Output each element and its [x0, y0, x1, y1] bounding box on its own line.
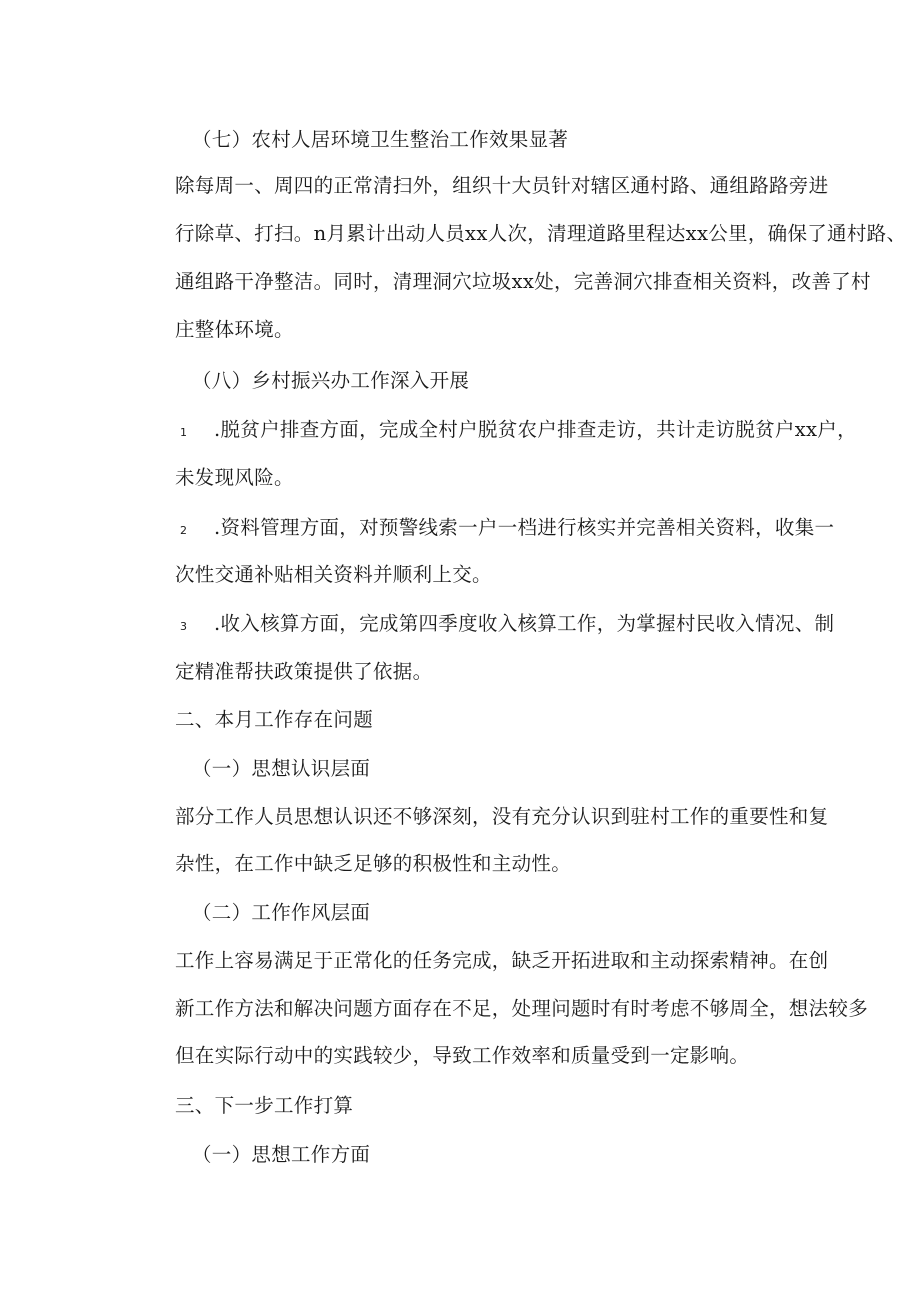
section-7-heading: （七）农村人居环境卫生整治工作效果显著: [192, 128, 569, 151]
list-number: 3: [180, 620, 188, 633]
part-2-sub-1-line-1: 部分工作人员思想认识还不够深刻，没有充分认识到驻村工作的重要性和复: [175, 805, 829, 828]
section-7-line-3: 通组路干净整洁。同时，清理洞穴垃圾xx处，完善洞穴排查相关资料，改善了村: [175, 270, 871, 293]
list-number: 2: [180, 524, 188, 537]
list-item-2-continuation: 次性交通补贴相关资料并顺利上交。: [175, 563, 492, 586]
list-item-1: [180, 418, 857, 445]
part-2-sub-2-line-1: 工作上容易满足于正常化的任务完成，缺乏开拓进取和主动探索精神。在创: [175, 949, 829, 972]
part-2-sub-2-line-3: 但在实际行动中的实践较少，导致工作效率和质量受到一定影响。: [175, 1044, 750, 1067]
list-item-text: .收入核算方面，完成第四季度收入核算工作，为掌握村民收入情况、制: [214, 612, 835, 635]
part-3-heading: 三、下一步工作打算: [175, 1094, 354, 1117]
section-8-heading: （八）乡村振兴办工作深入开展: [192, 369, 470, 392]
part-3-sub-1-heading: （一）思想工作方面: [192, 1143, 371, 1166]
section-7-line-1: 除每周一、周四的正常清扫外，组织十大员针对辖区通村路、通组路路旁进: [175, 174, 829, 197]
list-item-3: [180, 612, 834, 639]
part-2-sub-2-heading: （二）工作作风层面: [192, 901, 371, 924]
list-number: 1: [180, 426, 188, 439]
part-2-sub-1-line-2: 杂性，在工作中缺乏足够的积极性和主动性。: [175, 852, 572, 875]
list-item-text: .资料管理方面，对预警线索一户一档进行核实并完善相关资料，收集一: [214, 516, 835, 539]
list-item-2: [180, 516, 834, 543]
list-item-1-continuation: 未发现风险。: [175, 466, 294, 489]
part-2-sub-2-line-2: 新工作方法和解决问题方面存在不足，处理问题时有时考虑不够周全，想法较多: [175, 997, 869, 1020]
part-2-heading: 二、本月工作存在问题: [175, 708, 374, 731]
list-item-text: .脱贫户排查方面，完成全村户脱贫农户排查走访，共计走访脱贫户xx户，: [214, 418, 857, 441]
section-7-line-2: 行除草、打扫。n月累计出动人员xx人次，清理道路里程达xx公里，确保了通村路、: [175, 222, 907, 245]
part-2-sub-1-heading: （一）思想认识层面: [192, 757, 371, 780]
list-item-3-continuation: 定精准帮扶政策提供了依据。: [175, 660, 433, 683]
section-7-line-4: 庄整体环境。: [175, 318, 294, 341]
